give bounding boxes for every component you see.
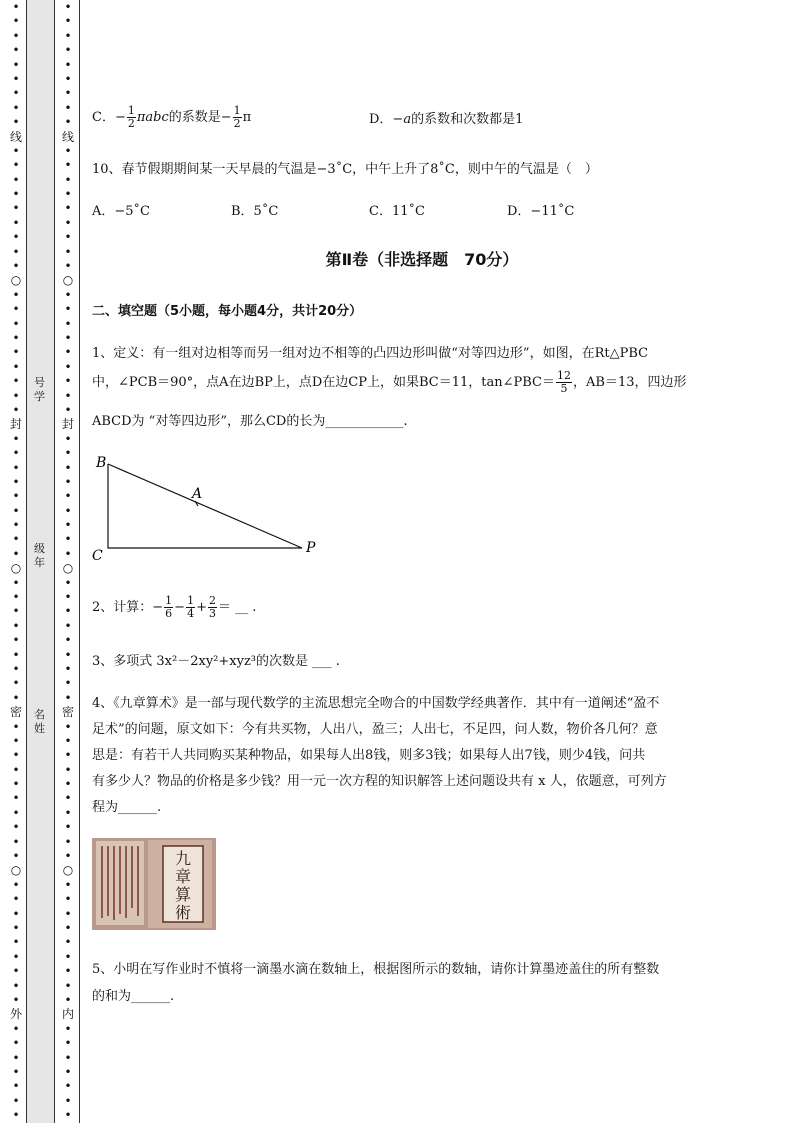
cut-dot: • — [64, 489, 72, 504]
cut-dot: • — [12, 1064, 20, 1079]
cut-dot: • — [64, 431, 72, 446]
info-char: 年 — [34, 556, 45, 569]
cut-dot: • — [64, 330, 72, 345]
p2-expression — [92, 595, 256, 620]
cut-dot: • — [12, 446, 20, 461]
fraction-denominator: 6 — [165, 607, 173, 620]
cut-dot: • — [12, 1108, 20, 1123]
cut-dot: • — [12, 402, 20, 417]
cut-dot: • — [64, 201, 72, 216]
p4-line3: 思是：有若干人共同购买某种物品，如果每人出8钱，则多3钱；如果每人出7钱，则少4钱，问共 — [92, 748, 646, 763]
cut-dot: • — [64, 28, 72, 43]
info-char: 名 — [34, 708, 45, 721]
cut-dot: • — [12, 143, 20, 158]
fill-blank-section-heading: 二、填空题（5小题，每小题4分，共计20分） — [92, 304, 363, 319]
cut-dot: • — [12, 474, 20, 489]
cut-dot: • — [64, 647, 72, 662]
info-char: 级 — [34, 542, 45, 555]
cut-dot: • — [64, 460, 72, 475]
cut-dot: • — [12, 719, 20, 734]
cut-dot: • — [64, 906, 72, 921]
cut-dot: • — [12, 590, 20, 605]
cut-line-word: 内 — [61, 1007, 74, 1022]
cut-dot: • — [64, 359, 72, 374]
cut-dot: • — [12, 316, 20, 331]
cut-dot: • — [12, 1079, 20, 1094]
cut-dot: • — [64, 661, 72, 676]
cut-line-word: 外 — [9, 1007, 22, 1022]
cut-dot: • — [64, 733, 72, 748]
cut-dot: • — [12, 532, 20, 547]
p4-line5: 程为______. — [92, 800, 162, 815]
fraction — [164, 595, 173, 620]
p4-line1: 4、《九章算术》是一部与现代数学的主流思想完全吻合的中国数学经典著作．其中有一道阐述“盈不 — [92, 696, 660, 711]
cut-circle: ○ — [62, 863, 74, 878]
cut-dot: • — [12, 618, 20, 633]
q10-stem: 10、春节假期期间某一天早晨的气温是−3˚C，中午上升了8˚C，则中午的气温是（ ） — [92, 162, 598, 177]
cut-dot: • — [64, 762, 72, 777]
cut-dot: • — [64, 1036, 72, 1051]
cut-dot: • — [12, 201, 20, 216]
cut-dot: • — [12, 187, 20, 202]
cut-dot: • — [64, 100, 72, 115]
cut-dot: • — [12, 906, 20, 921]
cut-dot: • — [64, 115, 72, 130]
cut-dot: • — [12, 949, 20, 964]
cut-dot: • — [12, 115, 20, 130]
p1-line2 — [92, 370, 686, 395]
cut-dot: • — [12, 28, 20, 43]
q10-option-b: B．5˚C — [231, 204, 279, 219]
fraction — [233, 105, 242, 130]
right-cut-line — [61, 0, 75, 1123]
problem-text: ＝ __ . — [217, 600, 257, 615]
q10-option-c: C．11˚C — [369, 204, 425, 219]
cut-dot: • — [12, 259, 20, 274]
option-text: 的系数是− — [168, 110, 232, 125]
cut-dot: • — [64, 446, 72, 461]
cut-circle: ○ — [10, 561, 22, 576]
point-a-label: A — [192, 486, 203, 502]
cut-dot: • — [64, 820, 72, 835]
cut-dot: • — [64, 546, 72, 561]
cut-dot: • — [64, 43, 72, 58]
cut-dot: • — [64, 719, 72, 734]
cut-dot: • — [12, 748, 20, 763]
fraction — [556, 370, 572, 395]
cut-dot: • — [12, 359, 20, 374]
problem-text: 中，∠PCB＝90°，点A在边BP上，点D在边CP上，如果BC＝11，tan∠PBC＝ — [92, 375, 555, 390]
vertex-b-label: B — [96, 455, 107, 471]
cut-dot: • — [12, 546, 20, 561]
cut-dot: • — [64, 474, 72, 489]
cut-dot: • — [12, 791, 20, 806]
cut-dot: • — [64, 259, 72, 274]
cut-dot: • — [12, 877, 20, 892]
cut-line-word: 线 — [61, 129, 74, 144]
cut-dot: • — [12, 460, 20, 475]
binding-margin — [0, 0, 82, 1123]
cut-dot: • — [12, 158, 20, 173]
cut-dot: • — [12, 1093, 20, 1108]
cut-dot: • — [64, 964, 72, 979]
info-char: 姓 — [34, 722, 45, 735]
cut-circle: ○ — [10, 273, 22, 288]
cut-dot: • — [64, 402, 72, 417]
cut-dot: • — [12, 762, 20, 777]
fraction — [127, 105, 136, 130]
cut-dot: • — [64, 949, 72, 964]
triangle-figure — [88, 450, 328, 565]
cut-circle: ○ — [62, 273, 74, 288]
cut-dot: • — [64, 374, 72, 389]
fraction-numerator: 2 — [208, 594, 216, 607]
cut-dot: • — [64, 676, 72, 691]
name-label — [26, 708, 53, 736]
cut-dot: • — [12, 172, 20, 187]
cut-dot: • — [12, 849, 20, 864]
cut-line-word: 线 — [9, 129, 22, 144]
cut-dot: • — [64, 244, 72, 259]
cut-dot: • — [12, 86, 20, 101]
option-text: C．− — [92, 110, 126, 125]
cut-dot: • — [64, 618, 72, 633]
cut-dot: • — [12, 964, 20, 979]
cut-dot: • — [64, 992, 72, 1007]
part-two-title: 第Ⅱ卷（非选择题 70分） — [325, 250, 519, 269]
cut-dot: • — [12, 892, 20, 907]
cut-dot: • — [12, 935, 20, 950]
cut-dot: • — [64, 1108, 72, 1123]
cut-dot: • — [12, 215, 20, 230]
option-text: π — [242, 110, 252, 125]
cut-dot: • — [64, 187, 72, 202]
fraction-denominator: 4 — [187, 607, 195, 620]
cut-dot: • — [64, 14, 72, 29]
cut-dot: • — [12, 633, 20, 648]
vertex-c-label: C — [92, 548, 103, 564]
fraction-numerator: 1 — [165, 594, 173, 607]
p5-line1: 5、小明在写作业时不慎将一滴墨水滴在数轴上，根据图所示的数轴，请你计算墨迹盖住的所有整数 — [92, 962, 660, 977]
fraction — [186, 595, 195, 620]
cut-dot: • — [64, 748, 72, 763]
cut-dot: • — [64, 532, 72, 547]
cut-dot: • — [12, 676, 20, 691]
operator: − — [174, 600, 186, 615]
fraction-denominator: 2 — [233, 117, 241, 130]
cut-dot: • — [64, 892, 72, 907]
option-text: 的系数和次数都是1 — [411, 112, 524, 127]
p4-line2: 足术”的问题，原文如下：今有共买物，人出八，盈三；人出七，不足四，问人数，物价各几何？意 — [92, 722, 658, 737]
cut-dot: • — [12, 1050, 20, 1065]
cut-line-word: 密 — [61, 705, 74, 720]
cut-dot: • — [12, 57, 20, 72]
info-char: 号 — [34, 376, 45, 389]
cut-dot: • — [12, 647, 20, 662]
p5-line2: 的和为______. — [92, 989, 175, 1004]
cut-dot: • — [64, 158, 72, 173]
cut-dot: • — [64, 0, 72, 14]
problem-text: ，AB＝13，四边形 — [573, 375, 687, 390]
margin-border-line — [79, 0, 80, 1123]
svg-text:術: 術 — [174, 903, 192, 922]
info-char: 学 — [34, 390, 45, 403]
cut-circle: ○ — [10, 863, 22, 878]
cut-dot: • — [64, 978, 72, 993]
cut-dot: • — [64, 172, 72, 187]
cut-dot: • — [12, 431, 20, 446]
fraction-denominator: 3 — [208, 607, 216, 620]
cut-dot: • — [64, 834, 72, 849]
fraction-denominator: 2 — [127, 117, 135, 130]
cut-dot: • — [12, 330, 20, 345]
math-term: a — [403, 112, 412, 127]
cut-dot: • — [12, 374, 20, 389]
q10-option-d: D．−11˚C — [507, 204, 575, 219]
fraction-numerator: 1 — [187, 594, 195, 607]
p1-line3: ABCD为 “对等四边形”，那么CD的长为____________. — [92, 414, 408, 429]
q10-option-a: A．−5˚C — [92, 204, 150, 219]
cut-dot: • — [12, 287, 20, 302]
cut-dot: • — [64, 690, 72, 705]
cut-dot: • — [12, 302, 20, 317]
triangle-pbc — [108, 464, 302, 548]
cut-dot: • — [64, 1021, 72, 1036]
cut-dot: • — [12, 489, 20, 504]
cut-dot: • — [64, 345, 72, 360]
cut-dot: • — [12, 0, 20, 14]
grade-label — [26, 542, 53, 570]
cut-dot: • — [12, 71, 20, 86]
cut-dot: • — [64, 518, 72, 533]
cut-dot: • — [12, 518, 20, 533]
cut-dot: • — [12, 345, 20, 360]
cut-dot: • — [64, 849, 72, 864]
cut-dot: • — [64, 287, 72, 302]
cut-dot: • — [12, 733, 20, 748]
cut-dot: • — [64, 921, 72, 935]
q9-option-d — [369, 108, 523, 127]
cut-dot: • — [12, 820, 20, 835]
cut-dot: • — [12, 921, 20, 935]
cut-dot: • — [12, 805, 20, 820]
cut-dot: • — [64, 935, 72, 950]
cut-dot: • — [64, 877, 72, 892]
cut-dot: • — [64, 143, 72, 158]
cut-dot: • — [64, 388, 72, 403]
cut-dot: • — [64, 316, 72, 331]
fraction — [208, 595, 217, 620]
cut-dot: • — [64, 633, 72, 648]
cut-dot: • — [12, 978, 20, 993]
cut-dot: • — [64, 575, 72, 590]
cut-dot: • — [12, 503, 20, 518]
problem-text: 2、计算：− — [92, 600, 164, 615]
p3-text: 3、多项式 3x²－2xy²+xyz³的次数是 ___ . — [92, 654, 340, 669]
cut-line-word: 密 — [9, 705, 22, 720]
cut-dot: • — [12, 575, 20, 590]
cut-dot: • — [12, 43, 20, 58]
cut-dot: • — [64, 791, 72, 806]
cut-dot: • — [64, 1064, 72, 1079]
cut-dot: • — [12, 1036, 20, 1051]
cut-dot: • — [64, 590, 72, 605]
cut-dot: • — [64, 71, 72, 86]
cut-dot: • — [12, 14, 20, 29]
fraction-numerator: 12 — [557, 369, 571, 382]
cut-dot: • — [12, 690, 20, 705]
math-term: πabc — [136, 110, 169, 125]
cut-dot: • — [12, 388, 20, 403]
cut-dot: • — [64, 57, 72, 72]
fraction-denominator: 5 — [560, 382, 568, 395]
cut-dot: • — [64, 777, 72, 792]
p4-line4: 有多少人？物品的价格是多少钱？用一元一次方程的知识解答上述问题设共有 x 人，依题意，可列方 — [92, 774, 667, 789]
svg-text:九: 九 — [174, 849, 192, 868]
cut-dot: • — [12, 244, 20, 259]
cut-dot: • — [64, 604, 72, 619]
cut-dot: • — [12, 992, 20, 1007]
left-cut-line — [9, 0, 23, 1123]
cut-dot: • — [12, 777, 20, 792]
cut-line-word: 封 — [9, 417, 22, 432]
option-text: D．− — [369, 112, 404, 127]
cut-circle: ○ — [62, 561, 74, 576]
cut-dot: • — [12, 661, 20, 676]
cut-dot: • — [12, 230, 20, 245]
operator: + — [196, 600, 207, 615]
fraction-numerator: 1 — [127, 104, 135, 117]
svg-text:算: 算 — [174, 885, 192, 904]
cut-dot: • — [64, 302, 72, 317]
svg-text:章: 章 — [174, 867, 192, 886]
cut-dot: • — [64, 230, 72, 245]
cut-dot: • — [64, 1093, 72, 1108]
cut-dot: • — [64, 503, 72, 518]
cut-dot: • — [12, 834, 20, 849]
q9-option-c — [92, 105, 251, 130]
fraction-numerator: 1 — [233, 104, 241, 117]
cut-dot: • — [64, 86, 72, 101]
cut-dot: • — [64, 805, 72, 820]
cut-dot: • — [64, 215, 72, 230]
cut-dot: • — [12, 100, 20, 115]
cut-dot: • — [12, 1021, 20, 1036]
nine-chapters-book-image — [92, 838, 216, 930]
cut-dot: • — [64, 1050, 72, 1065]
book-illustration — [92, 838, 216, 930]
cut-line-word: 封 — [61, 417, 74, 432]
student-id-label — [26, 376, 53, 404]
cut-dot: • — [12, 604, 20, 619]
vertex-p-label: P — [306, 540, 316, 556]
cut-dot: • — [64, 1079, 72, 1094]
p1-line1: 1、定义：有一组对边相等而另一组对边不相等的凸四边形叫做“对等四边形”，如图，在Rt△PBC — [92, 346, 649, 361]
